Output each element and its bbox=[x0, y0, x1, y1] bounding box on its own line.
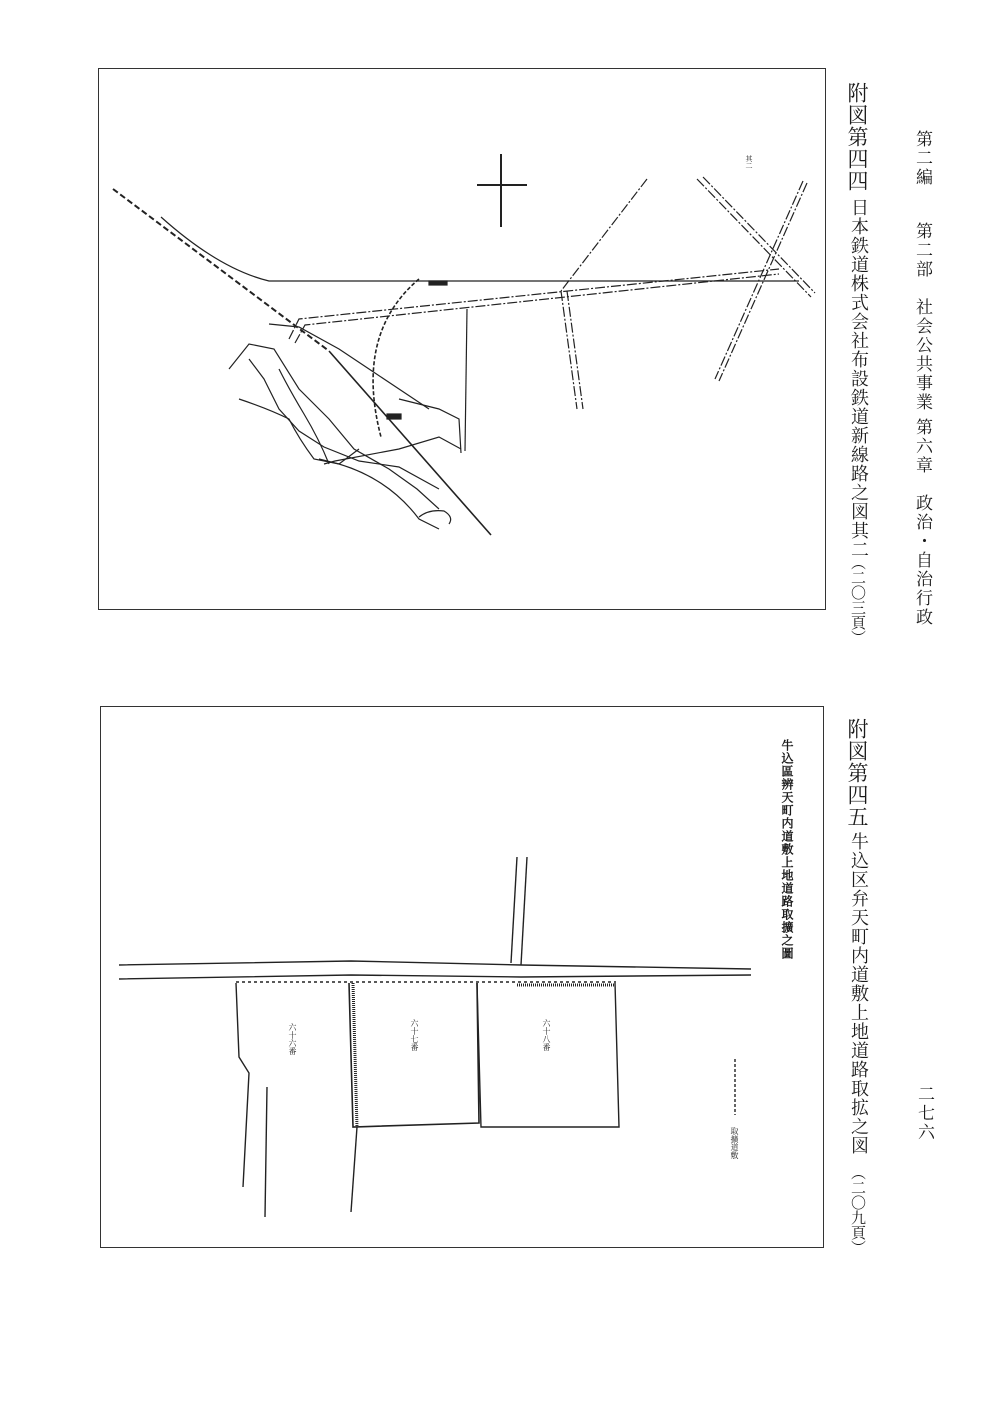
road-widening-drawing bbox=[101, 707, 823, 1247]
figure-45-title: 牛込区弁天町内道敷上地道路取拡之図 bbox=[848, 832, 869, 1155]
legend-widened-road-label: 取擴道敷 bbox=[730, 1127, 739, 1159]
figure-44-page-ref: （二〇三頁） bbox=[849, 555, 867, 645]
lot-66-label: 六十六番 bbox=[288, 1023, 297, 1055]
figure-44-map bbox=[98, 68, 826, 610]
page-number: 二七六 bbox=[914, 1085, 934, 1142]
figure-45-page-ref: （二〇九頁） bbox=[849, 1165, 867, 1255]
lot-68-label: 六十八番 bbox=[542, 1019, 551, 1051]
running-head-bu: 第二部 社会公共事業 bbox=[912, 222, 932, 412]
figure-45-map bbox=[100, 706, 824, 1248]
lot-67-label: 六十七番 bbox=[410, 1019, 419, 1051]
running-head-hen: 第二編 bbox=[912, 130, 932, 187]
map-label-sono-ni: 其二 bbox=[745, 155, 753, 169]
railway-map-drawing bbox=[99, 69, 825, 609]
figure-44-title: 日本鉄道株式会社布設鉄道新線路之図其二 bbox=[848, 198, 869, 559]
figure-44-number: 附図第四四 bbox=[845, 82, 869, 192]
figure-45-inset-title: 牛込區辨天町内道敷上地道路取擴之圖 bbox=[780, 739, 794, 960]
figure-45-number: 附図第四五 bbox=[845, 718, 869, 828]
running-head-sho: 第六章 政治・自治行政 bbox=[912, 418, 932, 627]
